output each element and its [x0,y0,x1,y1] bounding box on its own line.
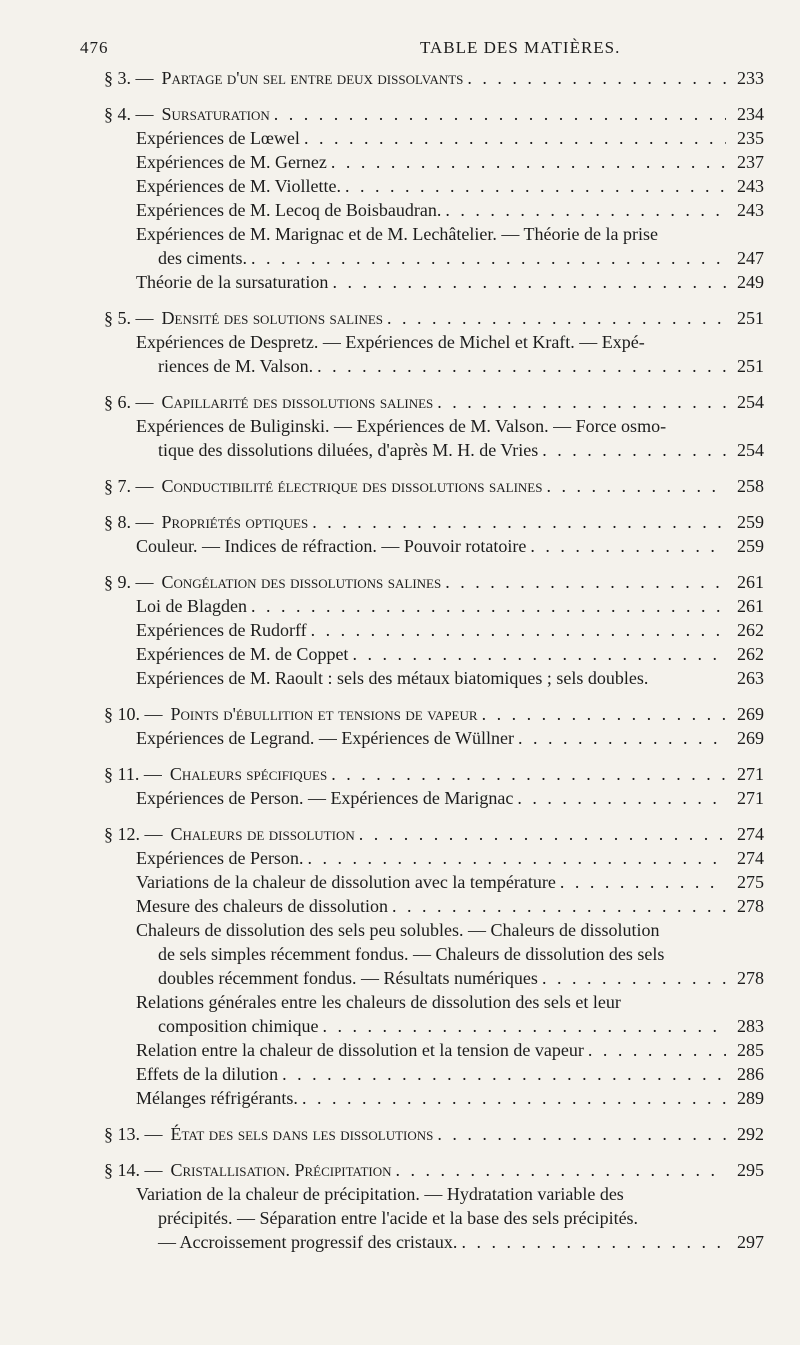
toc-continuation [0,1014,800,1038]
dot-leader [331,762,726,786]
toc-section [0,66,800,90]
page-ref: 258 [737,476,764,496]
toc-entry [0,642,800,666]
dot-leader [282,1062,726,1086]
toc-section [0,570,800,594]
dot-leader [482,702,726,726]
section-title: Propriétés optiques [161,512,309,532]
toc-entry [0,726,800,750]
toc-entry [0,414,800,438]
entry-text: Expériences de M. Gernez [136,152,327,172]
section-title: État des sels dans les dissolutions [170,1124,434,1144]
entry-text: Expériences de M. de Coppet [136,644,349,664]
entry-text: Effets de la dilution [136,1064,279,1084]
dot-leader [304,126,726,150]
dot-leader [445,570,726,594]
page-ref: 271 [737,764,764,784]
toc-entry [0,990,800,1014]
dot-leader [445,198,726,222]
toc-section [0,1122,800,1146]
page-number: 476 [80,38,109,57]
toc-continuation [0,966,800,990]
toc-section [0,1158,800,1182]
dot-leader [542,966,726,990]
toc-continuation [0,942,800,966]
page-ref: 286 [737,1064,764,1084]
dot-leader [542,438,726,462]
section-title: Chaleurs de dissolution [170,824,355,844]
section-number: § 11. — [104,764,162,784]
dot-leader [588,1038,726,1062]
entry-text: des ciments. [158,248,247,268]
entry-text: tique des dissolutions diluées, d'après M. H. de Vries [158,440,539,460]
page-ref: 297 [737,1232,764,1252]
dot-leader [332,270,726,294]
toc-continuation [0,438,800,462]
entry-text: Mesure des chaleurs de dissolution [136,896,388,916]
section-title: Partage d'un sel entre deux dissolvants [161,68,464,88]
dot-leader [251,246,726,270]
dot-leader [517,786,726,810]
dot-leader [331,150,726,174]
page-ref: 247 [737,248,764,268]
toc-entry [0,1086,800,1110]
section-title: Capillarité des dissolutions salines [161,392,434,412]
page-ref: 233 [737,68,764,88]
page-ref: 243 [737,200,764,220]
toc-entry [0,1038,800,1062]
dot-leader [392,894,726,918]
page-ref: 259 [737,536,764,556]
page-ref: 234 [737,104,764,124]
dot-leader [461,1230,726,1254]
toc-continuation [0,1230,800,1254]
page-ref: 251 [737,308,764,328]
toc-entry [0,918,800,942]
dot-leader [396,1158,726,1182]
page-ref: 263 [737,668,764,688]
toc-section [0,762,800,786]
page-ref: 283 [737,1016,764,1036]
page-ref: 261 [737,596,764,616]
section-number: § 12. — [104,824,163,844]
section-title: Points d'ébullition et tensions de vapeur [170,704,478,724]
dot-leader [307,846,726,870]
entry-text: Relations générales entre les chaleurs de dissolution des sels et leur [136,992,621,1012]
toc-entry [0,786,800,810]
entry-text: doubles récemment fondus. — Résultats numériques [158,968,538,988]
dot-leader [359,822,726,846]
page-ref: 237 [737,152,764,172]
toc-entry [0,150,800,174]
dot-leader [560,870,726,894]
section-number: § 9. — [104,572,154,592]
page-ref: 269 [737,704,764,724]
entry-text: Chaleurs de dissolution des sels peu solubles. — Chaleurs de dissolution [136,920,660,940]
toc-entry [0,1182,800,1206]
entry-text: Expériences de Despretz. — Expériences de Michel et Kraft. — Expé- [136,332,645,352]
page-ref: 243 [737,176,764,196]
page-ref: 274 [737,848,764,868]
entry-text: Expériences de Person. — Expériences de Marignac [136,788,514,808]
dot-leader [274,102,726,126]
toc-section [0,702,800,726]
dot-leader [311,618,726,642]
toc-entry [0,618,800,642]
dot-leader [467,66,726,90]
toc-continuation [0,246,800,270]
section-number: § 6. — [104,392,154,412]
toc-entry [0,846,800,870]
toc-entry [0,594,800,618]
dot-leader [322,1014,726,1038]
toc-section [0,390,800,414]
section-title: Densité des solutions salines [161,308,383,328]
toc-section [0,306,800,330]
section-number: § 3. — [104,68,154,88]
entry-text: de sels simples récemment fondus. — Chaleurs de dissolution des sels [158,944,665,964]
page-ref: 278 [737,896,764,916]
entry-text: précipités. — Séparation entre l'acide et la base des sels précipités. [158,1208,639,1228]
dot-leader [437,390,726,414]
section-number: § 14. — [104,1160,163,1180]
entry-text: — Accroissement progressif des cristaux. [158,1232,458,1252]
toc-entry [0,270,800,294]
section-title: Congélation des dissolutions salines [161,572,442,592]
section-number: § 7. — [104,476,154,496]
toc-entry [0,894,800,918]
page-ref: 274 [737,824,764,844]
page-ref: 259 [737,512,764,532]
section-number: § 4. — [104,104,154,124]
page-ref: 295 [737,1160,764,1180]
toc-entry [0,198,800,222]
page-ref: 251 [737,356,764,376]
page-ref: 254 [737,392,764,412]
section-title: Conductibilité électrique des dissolutions salines [161,476,543,496]
dot-leader [518,726,726,750]
entry-text: Expériences de M. Raoult : sels des métaux biatomiques ; sels doubles. [136,668,649,688]
section-number: § 13. — [104,1124,163,1144]
entry-text: Expériences de Legrand. — Expériences de Wüllner [136,728,514,748]
toc-entry [0,222,800,246]
dot-leader [251,594,726,618]
entry-text: Loi de Blagden [136,596,247,616]
toc-continuation [0,1206,800,1230]
dot-leader [387,306,726,330]
page-ref: 275 [737,872,764,892]
page-ref: 261 [737,572,764,592]
entry-text: Variation de la chaleur de précipitation. — Hydratation variable des [136,1184,624,1204]
entry-text: Couleur. — Indices de réfraction. — Pouvoir rotatoire [136,536,527,556]
dot-leader [530,534,726,558]
dot-leader [312,510,726,534]
entry-text: composition chimique [158,1016,319,1036]
section-number: § 8. — [104,512,154,532]
page-ref: 249 [737,272,764,292]
dot-leader [437,1122,726,1146]
entry-text: Expériences de M. Viollette. [136,176,342,196]
toc-section [0,102,800,126]
entry-text: Expériences de Rudorff [136,620,307,640]
table-of-contents [0,66,800,1254]
page-ref: 292 [737,1124,764,1144]
page-ref: 262 [737,644,764,664]
dot-leader [546,474,726,498]
toc-continuation [0,354,800,378]
dot-leader [317,354,726,378]
page-ref: 235 [737,128,764,148]
toc-entry [0,666,800,690]
page-ref: 289 [737,1088,764,1108]
dot-leader [352,642,726,666]
toc-entry [0,534,800,558]
entry-text: Relation entre la chaleur de dissolution et la tension de vapeur [136,1040,584,1060]
entry-text: Expériences de M. Lecoq de Boisbaudran. [136,200,442,220]
toc-entry [0,330,800,354]
page-ref: 271 [737,788,764,808]
toc-entry [0,174,800,198]
section-title: Sursaturation [161,104,270,124]
dot-leader [345,174,726,198]
entry-text: Expériences de M. Marignac et de M. Lechâtelier. — Théorie de la prise [136,224,658,244]
toc-section [0,474,800,498]
entry-text: Théorie de la sursaturation [136,272,329,292]
dot-leader [302,1086,726,1110]
header-title: TABLE DES MATIÈRES. [420,38,621,57]
entry-text: Expériences de Person. [136,848,304,868]
page-ref: 285 [737,1040,764,1060]
page-ref: 269 [737,728,764,748]
toc-entry [0,126,800,150]
section-title: Chaleurs spécifiques [169,764,328,784]
toc-section [0,510,800,534]
entry-text: riences de M. Valson. [158,356,314,376]
section-number: § 10. — [104,704,163,724]
toc-entry [0,1062,800,1086]
toc-entry [0,870,800,894]
section-title: Cristallisation. Précipitation [170,1160,392,1180]
entry-text: Mélanges réfrigérants. [136,1088,298,1108]
section-number: § 5. — [104,308,154,328]
toc-section [0,822,800,846]
page-ref: 262 [737,620,764,640]
page-ref: 278 [737,968,764,988]
entry-text: Expériences de Lœwel [136,128,300,148]
page-ref: 254 [737,440,764,460]
entry-text: Variations de la chaleur de dissolution avec la température [136,872,556,892]
entry-text: Expériences de Buliginski. — Expériences de M. Valson. — Force osmo- [136,416,667,436]
